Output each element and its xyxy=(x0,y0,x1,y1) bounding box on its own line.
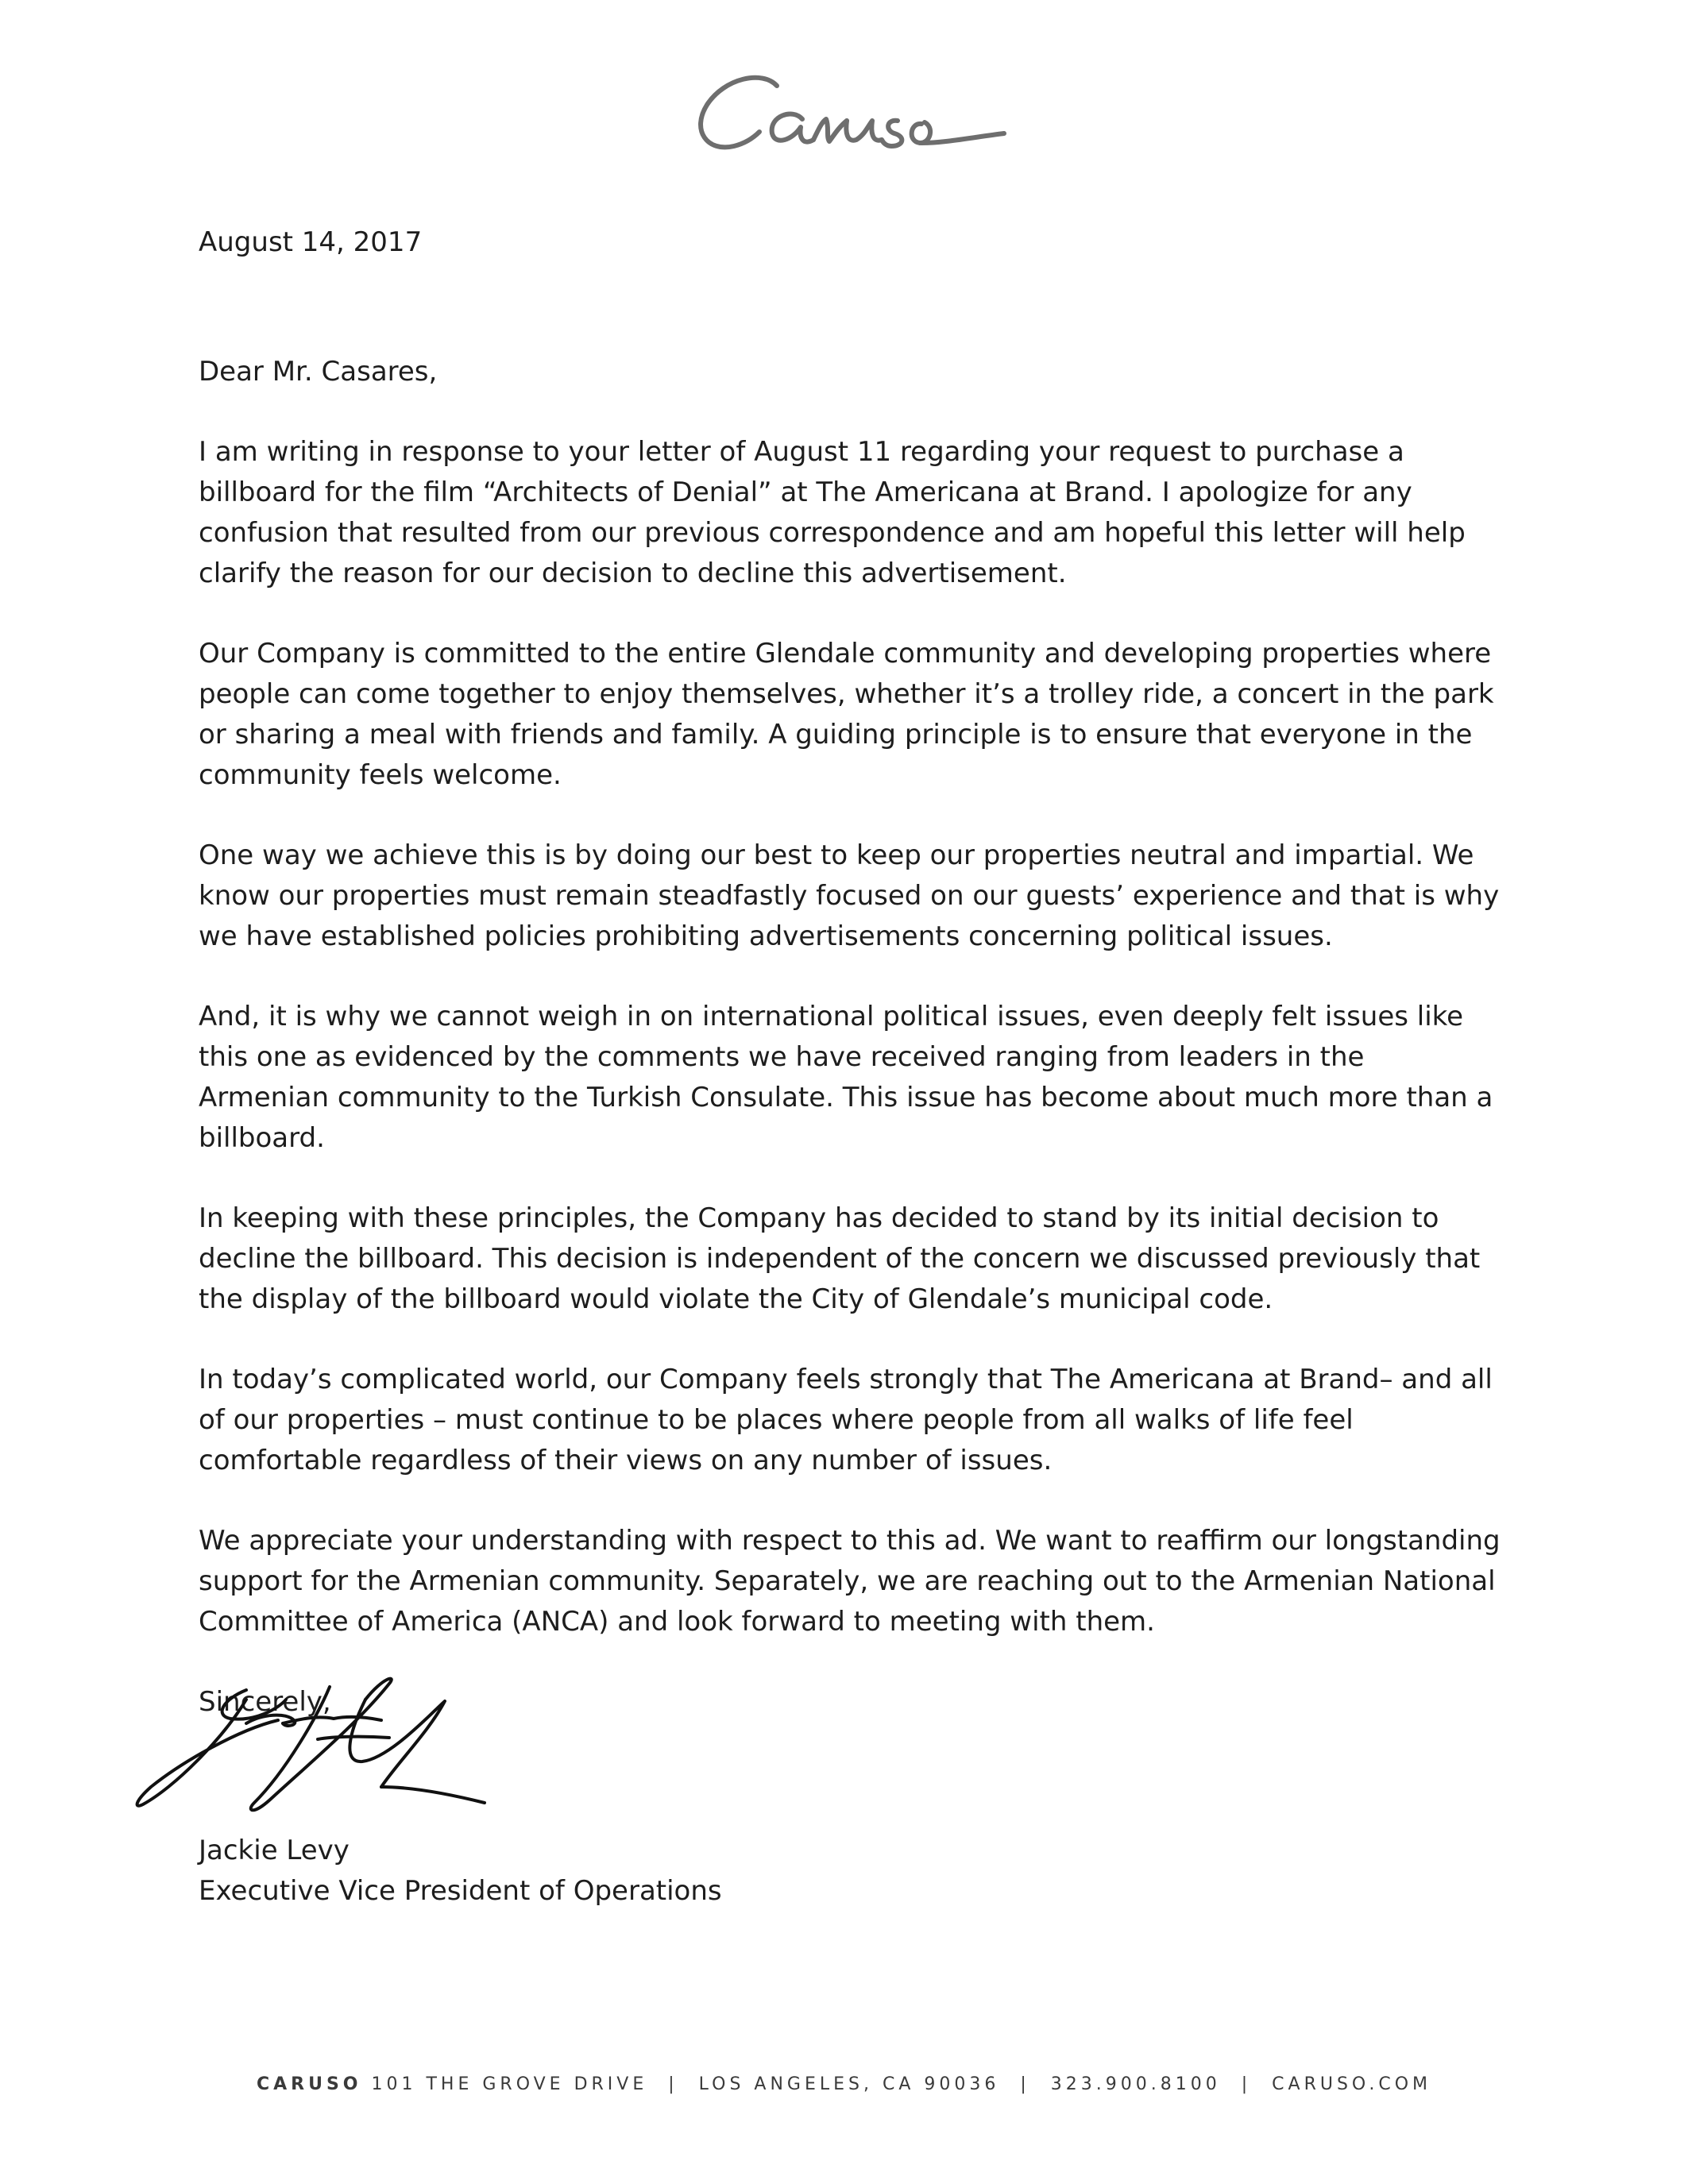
signer-name: Jackie Levy xyxy=(199,1835,350,1866)
footer-brand: CARUSO xyxy=(256,2074,362,2094)
letterhead-footer xyxy=(0,2074,1688,2094)
handwritten-signature xyxy=(127,1668,540,1827)
footer-phone: 323.900.8100 xyxy=(1050,2074,1221,2094)
footer-separator: | xyxy=(1241,2074,1252,2094)
paragraph-5: In keeping with these principles, the Company has decided to stand by its initial decision to decline the billboard. This decision is independent of the concern we discussed previously that the display of the billboard would violate the City of Glendale’s municipal code. xyxy=(199,1202,1481,1315)
signer-block xyxy=(199,1831,722,1912)
caruso-logo xyxy=(683,64,1017,167)
footer-separator: | xyxy=(1020,2074,1030,2094)
footer-website: CARUSO.COM xyxy=(1272,2074,1432,2094)
footer-city: LOS ANGELES, CA 90036 xyxy=(698,2074,1000,2094)
footer-address: 101 THE GROVE DRIVE xyxy=(371,2074,648,2094)
letter-date: August 14, 2017 xyxy=(199,226,423,258)
letter-body xyxy=(199,222,1501,1723)
signer-title: Executive Vice President of Operations xyxy=(199,1875,722,1907)
closing: Sincerely, xyxy=(199,1686,331,1718)
paragraph-6: In today’s complicated world, our Company feels strongly that The Americana at Brand– and all of our properties – must continue to be places where people from all walks of life feel comfortable regardless of their views on any number of issues. xyxy=(199,1364,1493,1476)
paragraph-3: One way we achieve this is by doing our best to keep our properties neutral and impartial. We know our properties must remain steadfastly focused on our guests’ experience and that is why we have established policies prohibiting advertisements concerning political issues. xyxy=(199,839,1500,952)
salutation: Dear Mr. Casares, xyxy=(199,356,438,388)
paragraph-7: We appreciate your understanding with respect to this ad. We want to reaffirm our longstanding support for the Armenian community. Separately, we are reaching out to the Armenian National Committee of America (ANCA) and look forward to meeting with them. xyxy=(199,1525,1501,1638)
paragraph-1: I am writing in response to your letter of August 11 regarding your request to purchase a billboard for the film “Architects of Denial” at The Americana at Brand. I apologize for any confusion that resulted from our previous correspondence and am hopeful this letter will help clarify the reason for our decision to decline this advertisement. xyxy=(199,436,1466,589)
footer-separator: | xyxy=(668,2074,678,2094)
paragraph-4: And, it is why we cannot weigh in on international political issues, even deeply felt issues like this one as evidenced by the comments we have received ranging from leaders in the Armenian community to the Turkish Consulate. This issue has become about much more than a billboard. xyxy=(199,1001,1493,1154)
paragraph-2: Our Company is committed to the entire Glendale community and developing properties where people can come together to enjoy themselves, whether it’s a trolley ride, a concert in the park or sharing a meal with friends and family. A guiding principle is to ensure that everyone in the community feels welcome. xyxy=(199,638,1494,791)
